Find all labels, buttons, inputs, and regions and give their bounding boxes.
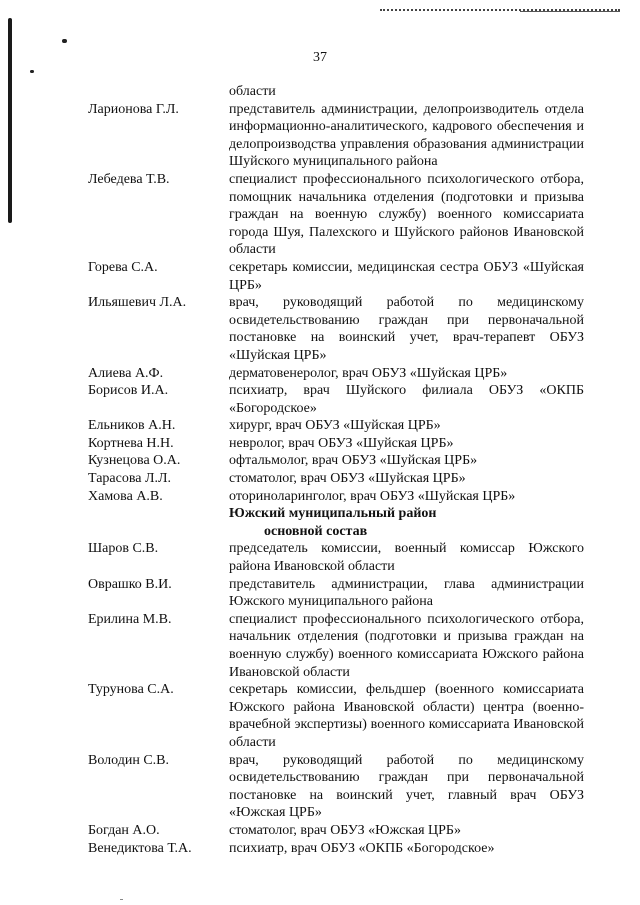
scan-speck [120,899,123,900]
member-name: Алиева А.Ф. [88,365,164,381]
member-role: стоматолог, врач ОБУЗ «Южская ЦРБ» [229,822,461,838]
member-role: председатель комиссии, военный комиссар Южского района Ивановской области [229,541,584,575]
member-name: Шаров С.В. [88,541,159,557]
member-name: Горева С.А. [88,259,158,275]
list-item [0,101,640,171]
member-name: Ларионова Г.Л. [88,101,179,117]
member-name: Ельников А.Н. [88,418,176,434]
list-item [0,435,640,453]
member-name: Турунова С.А. [88,682,174,698]
member-name: Кузнецова О.А. [88,453,181,469]
list-item [0,822,640,840]
member-role: оториноларинголог, врач ОБУЗ «Шуйская ЦРБ» [229,488,516,504]
member-role: специалист профессионального психологического отбора, помощник начальника отделения (подготовки и призыва граждан на военную службу) военного комиссариата города Шуя, Палехского и Шуйского районов Ивановской области [229,171,584,258]
member-name: Оврашко В.И. [88,576,172,592]
scan-streak [520,11,620,12]
member-name: Ильяшевич Л.А. [88,295,187,311]
list-item [0,365,640,383]
member-name: Ерилина М.В. [88,611,172,627]
member-role: хирург, врач ОБУЗ «Шуйская ЦРБ» [229,418,441,434]
member-name: Лебедева Т.В. [88,171,170,187]
member-role: представитель администрации, делопроизводитель отдела информационно-аналитического, кадрового обеспечения и делопроизводства управления образования администрации Шуйского муниципального района [229,101,584,170]
section-heading [229,505,519,540]
list-item [0,171,640,259]
list-item [0,294,640,364]
member-role: специалист профессионального психологического отбора, начальник отделения (подготовки и призыва граждан на военную службу) военного комиссариата Южского района Ивановской области [229,611,584,680]
member-role: стоматолог, врач ОБУЗ «Шуйская ЦРБ» [229,471,466,487]
member-name: Венедиктова Т.А. [88,840,192,856]
list-item [0,452,640,470]
list-item [0,417,640,435]
member-role: психиатр, врач ОБУЗ «ОКПБ «Богородское» [229,840,495,856]
header-fragment: области [229,84,276,99]
member-role: невролог, врач ОБУЗ «Шуйская ЦРБ» [229,435,454,451]
section-title: Южский муниципальный район [229,506,437,522]
member-role: представитель администрации, глава администрации Южского муниципального района [229,576,584,610]
list-item [0,576,640,611]
member-role: офтальмолог, врач ОБУЗ «Шуйская ЦРБ» [229,453,478,469]
member-role: врач, руководящий работой по медицинскому освидетельствованию граждан при первоначальной постановке на воинский учет, врач-терапевт ОБУЗ «Шуйская ЦРБ» [229,295,584,363]
member-role: врач, руководящий работой по медицинскому освидетельствованию граждан при первоначальной постановке на воинский учет, главный врач ОБУЗ «Южская ЦРБ» [229,752,584,821]
list-item [0,470,640,488]
section-subtitle: основной состав [264,523,368,539]
list-item [0,611,640,681]
list-item [0,540,640,575]
commission-list [0,83,640,857]
member-name: Богдан А.О. [88,822,160,838]
member-name: Хамова А.В. [88,488,163,504]
member-name: Борисов И.А. [88,383,169,399]
scan-speck [30,70,34,73]
list-item [0,83,640,101]
member-name: Тарасова Л.Л. [88,471,171,487]
list-item [0,681,640,751]
list-item [0,488,640,506]
member-role: секретарь комиссии, фельдшер (военного комиссариата Южского района Ивановской области) центра (военно-врачебной экспертизы) военного комиссариата Ивановской области [229,682,584,750]
member-name: Володин С.В. [88,752,170,768]
member-role: психиатр, врач Шуйского филиала ОБУЗ «ОКПБ «Богородское» [229,383,584,416]
page-number: 37 [313,50,327,65]
member-name: Кортнева Н.Н. [88,435,174,451]
list-item [0,752,640,822]
member-role: секретарь комиссии, медицинская сестра ОБУЗ «Шуйская ЦРБ» [229,259,584,293]
member-role: дерматовенеролог, врач ОБУЗ «Шуйская ЦРБ» [229,365,508,381]
list-item [0,259,640,294]
scan-speck [62,39,67,43]
list-item [0,840,640,858]
list-item [0,382,640,417]
